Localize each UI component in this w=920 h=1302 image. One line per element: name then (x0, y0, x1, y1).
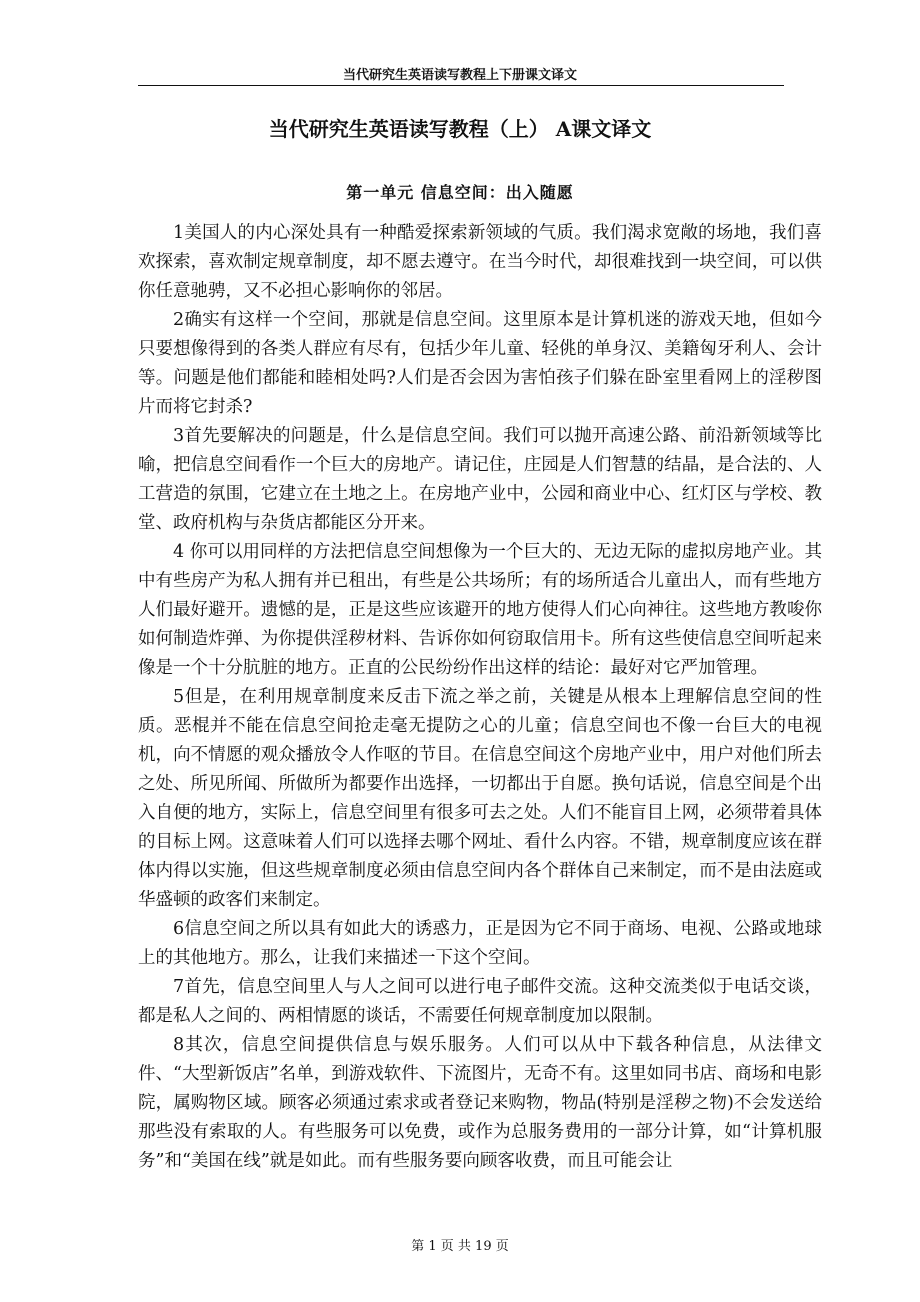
paragraph-4: 4 你可以用同样的方法把信息空间想像为一个巨大的、无边无际的虚拟房地产业。其中有些房产为私人拥有并已租出，有些是公共场所；有的场所适合儿童出人，而有些地方人们最好避开。遗憾的是，正是这些应该避开的地方使得人们心向神往。这些地方教唆你如何制造炸弹、为你提供淫秽材料、告诉你如何窃取信用卡。所有这些使信息空间听起来像是一个十分肮脏的地方。正直的公民纷纷作出这样的结论：最好对它严加管理。 (138, 542, 822, 678)
document-title: 当代研究生英语读写教程（上） A课文译文 (268, 117, 652, 141)
paragraph-6: 6信息空间之所以具有如此大的诱惑力，正是因为它不同于商场、电视、公路或地球上的其他地方。那么，让我们来描述一下这个空间。 (138, 919, 822, 968)
header-rule (138, 85, 784, 86)
page-number: 第 1 页 共 19 页 (411, 1239, 509, 1254)
body-text (138, 219, 822, 1176)
paragraph-2: 2确实有这样一个空间，那就是信息空间。这里原本是计算机迷的游戏天地，但如今只要想像得到的各类人群应有尽有，包括少年儿童、轻佻的单身汉、美籍匈牙利人、会计等。问题是他们都能和睦相处吗?人们是否会因为害怕孩子们躲在卧室里看网上的淫秽图片而将它封杀? (138, 310, 822, 417)
paragraph-7: 7首先，信息空间里人与人之间可以进行电子邮件交流。这种交流类似于电话交谈，都是私人之间的、两相情愿的谈话，不需要任何规章制度加以限制。 (138, 977, 822, 1026)
running-header: 当代研究生英语读写教程上下册课文译文 (342, 68, 577, 83)
unit-title: 第一单元 信息空间：出入随愿 (346, 183, 574, 202)
paragraph-5: 5但是，在利用规章制度来反击下流之举之前，关键是从根本上理解信息空间的性质。恶棍并不能在信息空间抢走毫无提防之心的儿童；信息空间也不像一台巨大的电视机，向不情愿的观众播放令人作呕的节目。在信息空间这个房地产业中，用户对他们所去之处、所见所闻、所做所为都要作出选择，一切都出于自愿。换句话说，信息空间是个出入自便的地方，实际上，信息空间里有很多可去之处。人们不能盲目上网，必须带着具体的目标上网。这意味着人们可以选择去哪个网址、看什么内容。不错，规章制度应该在群体内得以实施，但这些规章制度必须由信息空间内各个群体自己来制定，而不是由法庭或华盛顿的政客们来制定。 (138, 687, 822, 910)
paragraph-8: 8其次，信息空间提供信息与娱乐服务。人们可以从中下载各种信息，从法律文件、“大型新饭店”名单，到游戏软件、下流图片，无奇不有。这里如同书店、商场和电影院，属购物区域。顾客必须通过索求或者登记来购物，物品(特别是淫秽之物)不会发送给那些没有索取的人。有些服务可以免费，或作为总服务费用的一部分计算，如“计算机服务”和“美国在线”就是如此。而有些服务要向顾客收费，而且可能会让 (138, 1035, 822, 1171)
paragraph-1: 1美国人的内心深处具有一种酷爱探索新领域的气质。我们渴求宽敞的场地，我们喜欢探索，喜欢制定规章制度，却不愿去遵守。在当今时代，却很难找到一块空间，可以供你任意驰骋，又不必担心影响你的邻居。 (138, 223, 822, 301)
paragraph-3: 3首先要解决的问题是，什么是信息空间。我们可以抛开高速公路、前沿新领域等比喻，把信息空间看作一个巨大的房地产。请记住，庄园是人们智慧的结晶，是合法的、人工营造的氛围，它建立在土地之上。在房地产业中，公园和商业中心、红灯区与学校、教堂、政府机构与杂货店都能区分开来。 (138, 426, 822, 533)
